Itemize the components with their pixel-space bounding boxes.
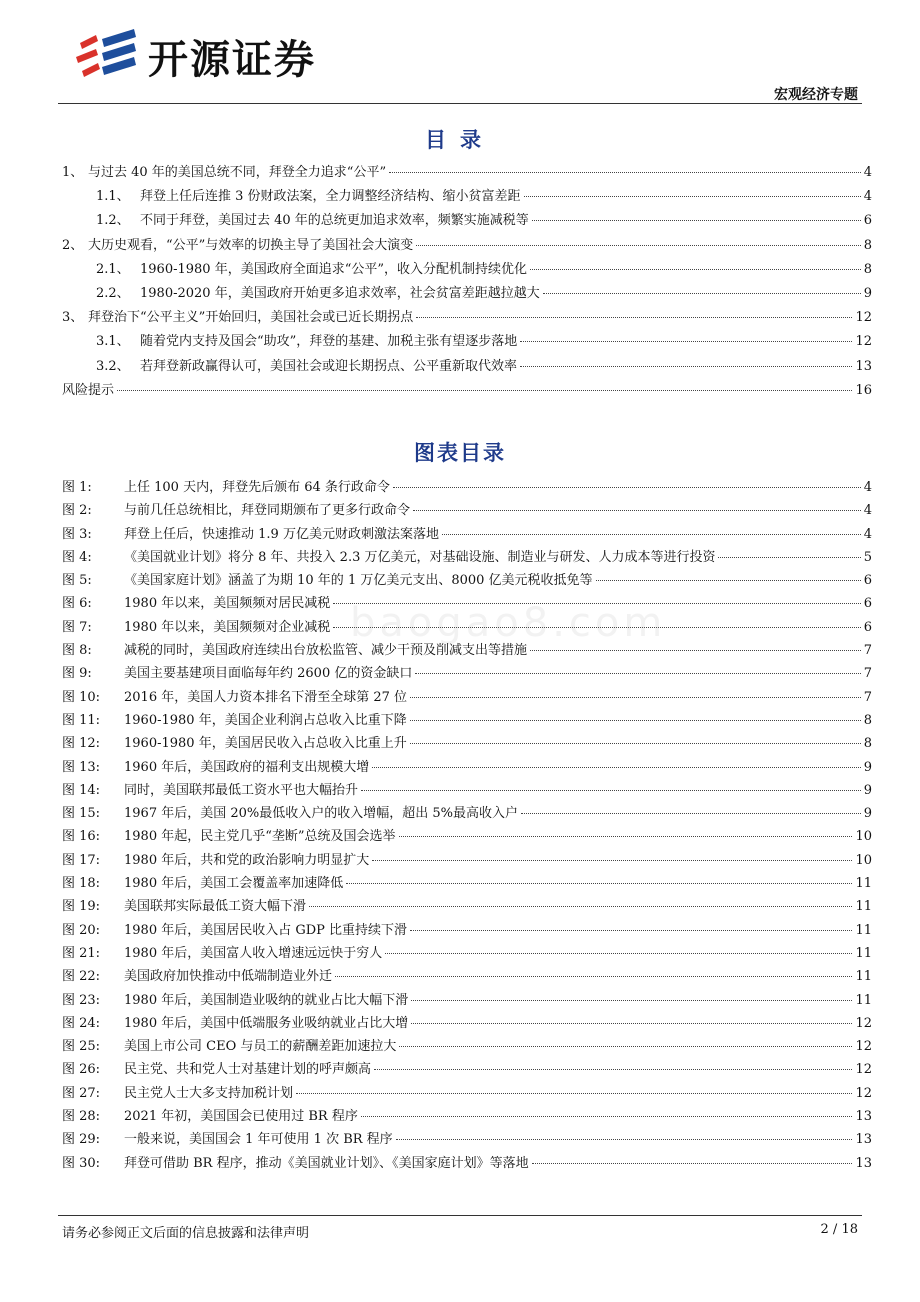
entry-page: 16 bbox=[855, 382, 872, 398]
entry-page: 11 bbox=[855, 992, 872, 1008]
entry-number: 图 3: bbox=[62, 526, 92, 542]
entry-number: 图 7: bbox=[62, 619, 92, 635]
dot-leader bbox=[532, 220, 861, 221]
entry-number: 图 11: bbox=[62, 712, 101, 728]
entry-title: 减税的同时，美国政府连续出台放松监管、减少干预及削减支出等措施 bbox=[124, 643, 528, 659]
dot-leader bbox=[372, 767, 861, 768]
figure-entry[interactable] bbox=[62, 895, 872, 918]
entry-page: 11 bbox=[855, 899, 872, 915]
entry-title: 1960-1980 年，美国企业利润占总收入比重下降 bbox=[124, 712, 407, 728]
dot-leader bbox=[372, 860, 852, 861]
entry-page: 13 bbox=[855, 1132, 872, 1148]
entry-number: 图 15: bbox=[62, 806, 101, 822]
entry-number: 图 30: bbox=[62, 1155, 101, 1171]
entry-title: 美国联邦实际最低工资大幅下滑 bbox=[124, 899, 307, 915]
entry-number: 图 10: bbox=[62, 689, 101, 705]
entry-page: 12 bbox=[855, 1062, 872, 1078]
entry-page: 12 bbox=[855, 310, 872, 326]
entry-page: 8 bbox=[863, 237, 872, 253]
dot-leader bbox=[346, 883, 852, 884]
dot-leader bbox=[521, 813, 861, 814]
entry-title: 1980 年后，美国工会覆盖率加速降低 bbox=[124, 876, 344, 892]
dot-leader bbox=[416, 245, 860, 246]
dot-leader bbox=[520, 366, 852, 367]
entry-page: 8 bbox=[863, 736, 872, 752]
entry-title: 1980 年后，美国富人收入增速远远快于穷人 bbox=[124, 945, 383, 961]
entry-page: 12 bbox=[855, 334, 872, 350]
entry-title: 拜登上任后连推 3 份财政法案，全力调整经济结构、缩小贫富差距 bbox=[140, 189, 521, 205]
entry-title: 美国政府加快推动中低端制造业外迁 bbox=[124, 969, 333, 985]
entry-page: 7 bbox=[863, 666, 872, 682]
entry-page: 11 bbox=[855, 922, 872, 938]
dot-leader bbox=[530, 650, 861, 651]
toc-entry[interactable] bbox=[62, 258, 872, 282]
entry-title: 上任 100 天内，拜登先后颁布 64 条行政命令 bbox=[124, 480, 390, 495]
entry-number: 图 14: bbox=[62, 782, 101, 798]
figure-entry[interactable] bbox=[62, 476, 872, 499]
entry-number: 图 18: bbox=[62, 876, 101, 892]
entry-title: 1967 年后，美国 20%最低收入户的收入增幅，超出 5%最高收入户 bbox=[124, 806, 518, 822]
toc-entry[interactable] bbox=[62, 234, 872, 258]
figure-list bbox=[62, 476, 872, 1175]
entry-number: 图 6: bbox=[62, 596, 92, 612]
entry-number: 图 23: bbox=[62, 992, 101, 1008]
entry-title: 与前几任总统相比，拜登同期颁布了更多行政命令 bbox=[124, 503, 411, 519]
entry-number: 图 21: bbox=[62, 945, 101, 961]
entry-page: 6 bbox=[863, 213, 872, 229]
figure-entry[interactable] bbox=[62, 965, 872, 988]
entry-page: 11 bbox=[855, 945, 872, 961]
watermark: baogao8.com bbox=[350, 600, 667, 646]
entry-number: 2.2、 bbox=[96, 285, 130, 301]
entry-title: 拜登治下“公平主义”开始回归，美国社会或已近长期拐点 bbox=[88, 310, 414, 326]
dot-leader bbox=[413, 510, 861, 511]
figure-entry[interactable] bbox=[62, 942, 872, 965]
entry-page: 4 bbox=[863, 503, 872, 519]
entry-title: 1980 年后，美国中低端服务业吸纳就业占比大增 bbox=[124, 1015, 409, 1031]
figure-entry[interactable] bbox=[62, 849, 872, 872]
entry-number: 图 22: bbox=[62, 969, 101, 985]
toc-entry[interactable] bbox=[62, 330, 872, 354]
figure-entry[interactable] bbox=[62, 779, 872, 802]
figure-entry[interactable] bbox=[62, 1035, 872, 1058]
entry-page: 8 bbox=[863, 261, 872, 277]
entry-title: 风险提示 bbox=[62, 382, 115, 398]
entry-title: 大历史观看，“公平”与效率的切换主导了美国社会大演变 bbox=[88, 237, 414, 253]
figure-list-title: 图表目录 bbox=[414, 440, 506, 465]
entry-title: 2021 年初，美国国会已使用过 BR 程序 bbox=[124, 1109, 358, 1125]
dot-leader bbox=[415, 673, 860, 674]
entry-page: 9 bbox=[863, 285, 872, 301]
entry-page: 13 bbox=[855, 358, 872, 374]
entry-title: 1980 年以来，美国频频对居民减税 bbox=[124, 596, 331, 612]
entry-number: 图 1: bbox=[62, 480, 92, 495]
figure-entry[interactable] bbox=[62, 732, 872, 755]
figure-entry[interactable] bbox=[62, 1105, 872, 1128]
entry-number: 3.1、 bbox=[96, 334, 130, 350]
entry-title: 美国主要基建项目面临每年约 2600 亿的资金缺口 bbox=[124, 666, 413, 682]
entry-number: 1、 bbox=[62, 165, 84, 180]
entry-page: 11 bbox=[855, 969, 872, 985]
entry-number: 2.1、 bbox=[96, 261, 130, 277]
entry-number: 图 20: bbox=[62, 922, 101, 938]
entry-title: 2016 年，美国人力资本排名下滑至全球第 27 位 bbox=[124, 689, 408, 705]
entry-number: 图 28: bbox=[62, 1109, 101, 1125]
entry-title: 1980 年后，美国制造业吸纳的就业占比大幅下滑 bbox=[124, 992, 409, 1008]
figure-entry[interactable] bbox=[62, 802, 872, 825]
dot-leader bbox=[411, 1000, 852, 1001]
entry-title: 拜登可借助 BR 程序，推动《美国就业计划》、《美国家庭计划》等落地 bbox=[124, 1155, 529, 1171]
entry-number: 图 24: bbox=[62, 1015, 101, 1031]
entry-page: 4 bbox=[863, 526, 872, 542]
entry-page: 4 bbox=[863, 480, 872, 495]
dot-leader bbox=[532, 1163, 853, 1164]
entry-number: 1.1、 bbox=[96, 189, 130, 205]
dot-leader bbox=[530, 269, 861, 270]
dot-leader bbox=[374, 1069, 852, 1070]
entry-page: 5 bbox=[863, 549, 872, 565]
entry-number: 图 2: bbox=[62, 503, 92, 519]
entry-number: 2、 bbox=[62, 237, 84, 253]
entry-title: 民主党、共和党人士对基建计划的呼声颇高 bbox=[124, 1062, 372, 1078]
header-divider bbox=[58, 103, 862, 104]
entry-number: 图 26: bbox=[62, 1062, 101, 1078]
entry-page: 7 bbox=[863, 689, 872, 705]
dot-leader bbox=[399, 836, 853, 837]
toc-entry[interactable] bbox=[62, 355, 872, 379]
dot-leader bbox=[396, 1139, 853, 1140]
figure-entry[interactable] bbox=[62, 662, 872, 685]
toc-entry[interactable] bbox=[62, 282, 872, 306]
entry-number: 1.2、 bbox=[96, 213, 130, 229]
dot-leader bbox=[410, 743, 861, 744]
figure-entry[interactable] bbox=[62, 1012, 872, 1035]
entry-title: 1960-1980 年，美国居民收入占总收入比重上升 bbox=[124, 736, 407, 752]
footer-disclaimer: 请务必参阅正文后面的信息披露和法律声明 bbox=[62, 1226, 310, 1241]
figure-entry[interactable] bbox=[62, 756, 872, 779]
entry-page: 6 bbox=[863, 573, 872, 589]
toc-entry[interactable] bbox=[62, 185, 872, 209]
toc-list bbox=[62, 161, 872, 403]
entry-number: 3.2、 bbox=[96, 358, 130, 374]
entry-page: 10 bbox=[855, 852, 872, 868]
dot-leader bbox=[361, 1116, 853, 1117]
entry-page: 4 bbox=[863, 189, 872, 205]
toc-entry[interactable] bbox=[62, 379, 872, 403]
dot-leader bbox=[389, 172, 861, 173]
entry-page: 13 bbox=[855, 1109, 872, 1125]
figure-entry[interactable] bbox=[62, 872, 872, 895]
entry-title: 1960-1980 年，美国政府全面追求“公平”，收入分配机制持续优化 bbox=[140, 261, 527, 277]
entry-title: 民主党人士大多支持加税计划 bbox=[124, 1085, 294, 1101]
entry-page: 12 bbox=[855, 1015, 872, 1031]
entry-number: 3、 bbox=[62, 310, 84, 326]
toc-entry[interactable] bbox=[62, 306, 872, 330]
entry-title: 1980-2020 年，美国政府开始更多追求效率，社会贫富差距越拉越大 bbox=[140, 285, 540, 301]
figure-entry[interactable] bbox=[62, 499, 872, 522]
dot-leader bbox=[411, 1023, 852, 1024]
dot-leader bbox=[399, 1046, 852, 1047]
entry-number: 图 4: bbox=[62, 549, 92, 565]
toc-entry[interactable] bbox=[62, 209, 872, 233]
dot-leader bbox=[524, 196, 861, 197]
entry-title: 与过去 40 年的美国总统不同，拜登全力追求“公平” bbox=[88, 165, 387, 180]
dot-leader bbox=[335, 976, 852, 977]
dot-leader bbox=[442, 534, 861, 535]
dot-leader bbox=[385, 953, 852, 954]
dot-leader bbox=[296, 1093, 852, 1094]
entry-page: 6 bbox=[863, 596, 872, 612]
dot-leader bbox=[410, 720, 861, 721]
entry-title: 《美国就业计划》将分 8 年、共投入 2.3 万亿美元，对基础设施、制造业与研发、人力成本等进行投资 bbox=[124, 549, 716, 565]
entry-number: 图 29: bbox=[62, 1132, 101, 1148]
figure-entry[interactable] bbox=[62, 1058, 872, 1081]
entry-number: 图 27: bbox=[62, 1085, 101, 1101]
dot-leader bbox=[117, 390, 852, 391]
entry-number: 图 9: bbox=[62, 666, 92, 682]
dot-leader bbox=[309, 906, 852, 907]
dot-leader bbox=[718, 557, 860, 558]
kaiyuan-logo-icon bbox=[72, 29, 142, 85]
company-logo bbox=[72, 28, 316, 85]
entry-number: 图 5: bbox=[62, 573, 92, 589]
entry-number: 图 8: bbox=[62, 643, 92, 659]
entry-number: 图 19: bbox=[62, 899, 101, 915]
entry-number: 图 17: bbox=[62, 852, 101, 868]
entry-number: 图 25: bbox=[62, 1039, 101, 1055]
entry-page: 8 bbox=[863, 712, 872, 728]
dot-leader bbox=[393, 487, 861, 488]
dot-leader bbox=[410, 930, 852, 931]
entry-number: 图 13: bbox=[62, 759, 101, 775]
figure-entry[interactable] bbox=[62, 709, 872, 732]
report-type: 宏观经济专题 bbox=[774, 87, 858, 103]
dot-leader bbox=[410, 697, 861, 698]
figure-entry[interactable] bbox=[62, 523, 872, 546]
dot-leader bbox=[361, 790, 861, 791]
entry-number: 图 12: bbox=[62, 736, 101, 752]
page-indicator: 2 / 18 bbox=[820, 1222, 858, 1237]
entry-title: 若拜登新政赢得认可，美国社会或迎长期拐点、公平重新取代效率 bbox=[140, 358, 518, 374]
entry-title: 1960 年后，美国政府的福利支出规模大增 bbox=[124, 759, 370, 775]
entry-title: 拜登上任后，快速推动 1.9 万亿美元财政刺激法案落地 bbox=[124, 526, 439, 542]
figure-entry[interactable] bbox=[62, 989, 872, 1012]
entry-page: 13 bbox=[855, 1155, 872, 1171]
entry-title: 1980 年后，美国居民收入占 GDP 比重持续下滑 bbox=[124, 922, 408, 938]
dot-leader bbox=[543, 293, 861, 294]
entry-page: 11 bbox=[855, 876, 872, 892]
entry-page: 9 bbox=[863, 806, 872, 822]
entry-title: 随着党内支持及国会“助攻”，拜登的基建、加税主张有望逐步落地 bbox=[140, 334, 518, 350]
figure-entry[interactable] bbox=[62, 1128, 872, 1151]
entry-page: 12 bbox=[855, 1085, 872, 1101]
entry-title: 同时，美国联邦最低工资水平也大幅抬升 bbox=[124, 782, 359, 798]
entry-title: 1980 年以来，美国频频对企业减税 bbox=[124, 619, 331, 635]
figure-entry[interactable] bbox=[62, 825, 872, 848]
entry-page: 4 bbox=[863, 165, 872, 180]
entry-title: 1980 年后，共和党的政治影响力明显扩大 bbox=[124, 852, 370, 868]
figure-entry[interactable] bbox=[62, 569, 872, 592]
dot-leader bbox=[596, 580, 861, 581]
entry-page: 6 bbox=[863, 619, 872, 635]
figure-entry[interactable] bbox=[62, 686, 872, 709]
entry-page: 9 bbox=[863, 782, 872, 798]
entry-page: 12 bbox=[855, 1039, 872, 1055]
company-name: 开源证券 bbox=[148, 37, 316, 83]
footer-divider bbox=[58, 1215, 862, 1216]
entry-page: 9 bbox=[863, 759, 872, 775]
toc-title: 目录 bbox=[425, 127, 495, 152]
toc-entry[interactable] bbox=[62, 161, 872, 185]
figure-entry[interactable] bbox=[62, 546, 872, 569]
figure-entry[interactable] bbox=[62, 919, 872, 942]
entry-page: 7 bbox=[863, 643, 872, 659]
dot-leader bbox=[416, 317, 852, 318]
entry-title: 美国上市公司 CEO 与员工的薪酬差距加速拉大 bbox=[124, 1039, 397, 1055]
entry-number: 图 16: bbox=[62, 829, 101, 845]
dot-leader bbox=[520, 341, 852, 342]
figure-entry[interactable] bbox=[62, 1152, 872, 1175]
entry-title: 1980 年起，民主党几乎“垄断”总统及国会选举 bbox=[124, 829, 396, 845]
entry-title: 不同于拜登，美国过去 40 年的总统更加追求效率，频繁实施减税等 bbox=[140, 213, 529, 229]
entry-page: 10 bbox=[855, 829, 872, 845]
entry-title: 一般来说，美国国会 1 年可使用 1 次 BR 程序 bbox=[124, 1132, 393, 1148]
figure-entry[interactable] bbox=[62, 1082, 872, 1105]
entry-title: 《美国家庭计划》涵盖了为期 10 年的 1 万亿美元支出、8000 亿美元税收抵免等 bbox=[124, 573, 593, 589]
